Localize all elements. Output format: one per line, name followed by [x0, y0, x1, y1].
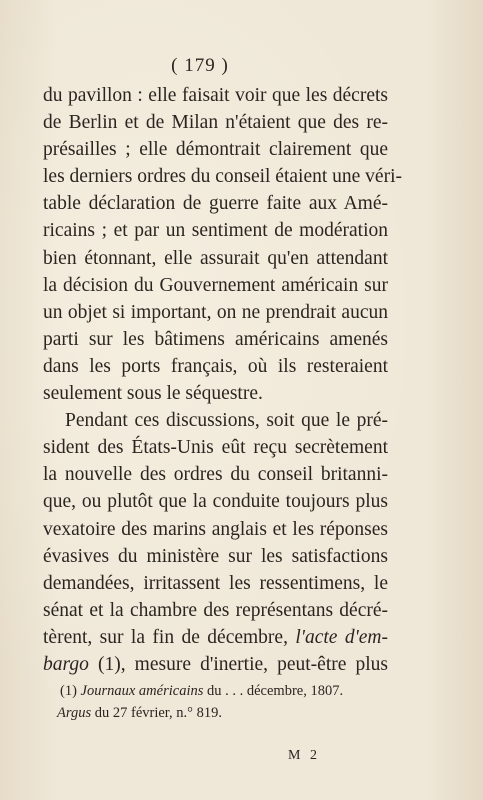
footnotes	[57, 680, 360, 724]
text-fragment: tèrent, sur la fin de décembre,	[43, 626, 288, 648]
text-line: bien étonnant, elle assurait qu'en attendant	[43, 247, 388, 269]
footnote-marker: (1)	[60, 683, 77, 699]
italic-title: bargo	[43, 653, 89, 675]
footnote-source: Argus	[57, 705, 92, 721]
text-line: la nouvelle des ordres du conseil britanni-	[43, 464, 388, 486]
text-line: sident des États-Unis eût reçu secrètement	[43, 437, 388, 459]
text-line: un objet si important, on ne prendrait aucun	[43, 301, 388, 323]
text-fragment: (1), mesure d'inertie, peut-être plus	[97, 653, 388, 675]
page-number: ( 179 )	[171, 55, 229, 76]
text-line: ricains ; et par un sentiment de modération	[43, 220, 388, 242]
italic-title: l'acte d'em-	[295, 626, 389, 648]
text-line: dans les ports français, où ils resteraient	[43, 355, 388, 377]
text-line: que, ou plutôt que la conduite toujours plus	[43, 491, 388, 513]
text-line: sénat et la chambre des représentans décré-	[43, 599, 388, 621]
footnote-1	[60, 680, 360, 702]
text-line: de Berlin et de Milan n'étaient que des re-	[43, 112, 388, 134]
text-line: parti sur les bâtimens américains amenés	[43, 328, 388, 350]
text-line: seulement sous le séquestre.	[43, 383, 263, 405]
footnote-text: du . . . décembre, 1807.	[207, 683, 344, 699]
footnote-source: Journaux américains	[80, 683, 204, 699]
body-text	[43, 82, 402, 678]
text-line: du pavillon : elle faisait voir que les décrets	[43, 85, 388, 106]
text-line: la décision du Gouvernement américain sur	[43, 274, 388, 296]
text-line: les derniers ordres du conseil étaient une véri-	[43, 166, 402, 188]
text-line: évasives du ministère sur les satisfactions	[43, 545, 388, 567]
text-line	[43, 624, 388, 651]
footnote-2	[57, 702, 360, 724]
text-line: vexatoire des marins anglais et les réponses	[43, 518, 388, 540]
printer-signature: M 2	[288, 748, 320, 763]
text-line: Pendant ces discussions, soit que le pré-	[65, 410, 388, 432]
text-line: présailles ; elle démontrait clairement que	[43, 139, 388, 161]
text-line: table déclaration de guerre faite aux Amé-	[43, 193, 388, 215]
text-line	[43, 651, 388, 678]
footnote-text: du 27 février, n.° 819.	[94, 705, 222, 721]
text-line: demandées, irritassent les ressentimens, le	[43, 572, 388, 594]
